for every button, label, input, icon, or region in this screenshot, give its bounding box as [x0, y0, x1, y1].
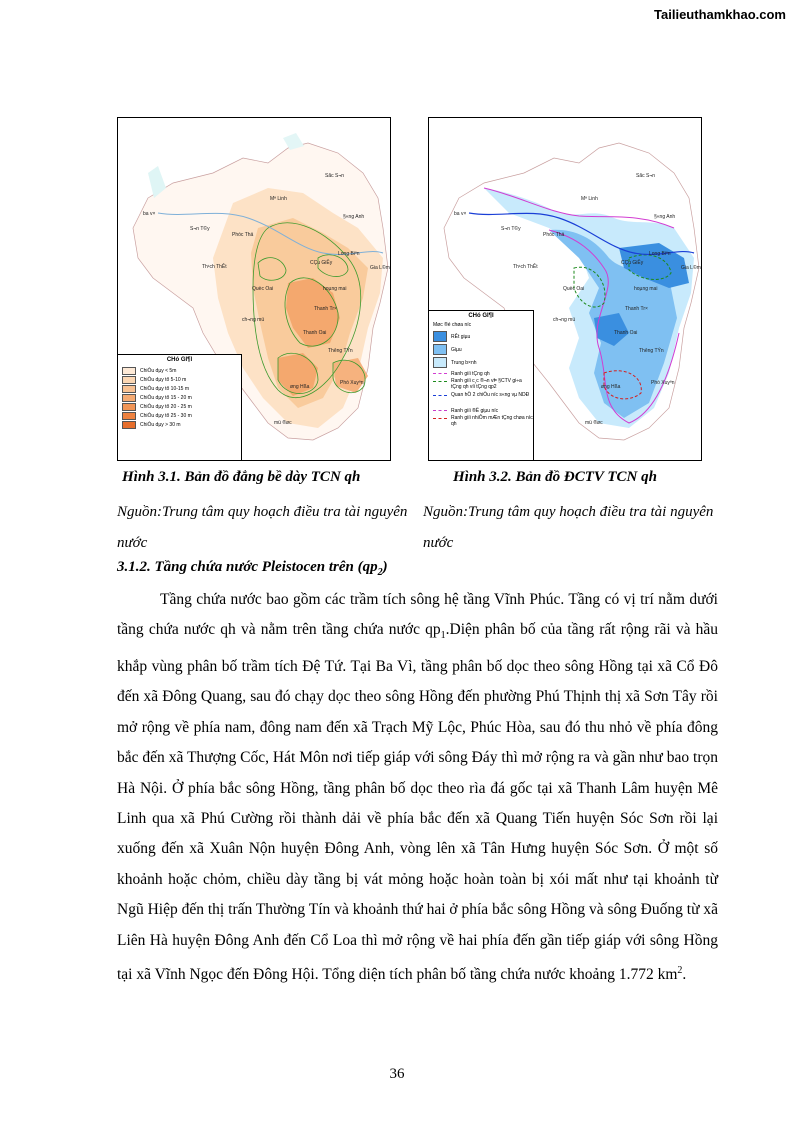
legend-label: RÊt giµu: [451, 333, 471, 340]
legend-item: [122, 402, 241, 411]
legend-item: [122, 366, 241, 375]
label-thanh-oai: Thanh Oai: [614, 330, 638, 336]
legend-subtitle: Møc ®é chøa níc: [433, 322, 472, 328]
legend-label: ChiÒu dµy tõ 25 - 30 m: [140, 412, 192, 419]
legend-item: [433, 378, 533, 392]
label-chuong-my: ch¬ng mü: [242, 317, 265, 323]
legend-label: Ranh giíi tÇng qh: [451, 370, 490, 377]
legend-item: [122, 393, 241, 402]
hydrogeology-legend: [428, 310, 534, 461]
label-dong-anh: §«ng Anh: [654, 214, 676, 220]
legend-item: [122, 384, 241, 393]
label-thanh-tri: Thanh Tr×: [314, 306, 337, 312]
legend-item: [433, 343, 533, 356]
hydrogeology-map: [428, 117, 702, 461]
label-ung-hoa: øng Hßa: [601, 384, 621, 390]
label-thach-that: Th¹ch ThÊt: [202, 264, 227, 270]
label-long-bien: Long Biªn: [649, 251, 671, 257]
legend-item: [433, 356, 533, 369]
label-son-tay: S¬n T©y: [190, 226, 210, 232]
label-dong-anh: §«ng Anh: [343, 214, 365, 220]
legend-label: ChiÒu dµy > 30 m: [140, 421, 181, 428]
thickness-legend: [117, 354, 242, 461]
legend-item: [433, 330, 533, 343]
label-gia-lam: Gia L©m: [370, 265, 390, 271]
label-ba-vi: ba v×: [454, 211, 467, 217]
legend-item: [122, 411, 241, 420]
legend-title: CHó GI¶I: [468, 313, 494, 319]
figure-1-caption: Hình 3.1. Bản đồ đẳng bề dày TCN qh: [122, 469, 361, 485]
label-phu-xuyen: Phó Xuyªn: [651, 380, 675, 386]
section-heading-subscript: 2: [377, 567, 383, 578]
label-thuong-tin: Thêng TÝn: [328, 348, 353, 354]
legend-item: [433, 406, 533, 415]
legend-line: [433, 381, 447, 382]
label-cau-giay: CÇu GiÊy: [621, 260, 644, 266]
page-number: 36: [389, 1066, 405, 1082]
label-thuong-tin: Thêng TÝn: [639, 348, 664, 354]
legend-item: [433, 415, 533, 429]
legend-line: [433, 418, 447, 419]
legend-swatch: [433, 357, 447, 368]
label-phuc-tho: Phóc Thä: [232, 232, 254, 238]
legend-item: [433, 369, 533, 378]
legend-swatch: [122, 412, 136, 420]
label-phuc-tho: Phóc Thä: [543, 232, 565, 238]
legend-swatch: [122, 421, 136, 429]
legend-swatch: [433, 344, 447, 355]
legend-label: ChiÒu dµy tõ 5-10 m: [140, 376, 187, 383]
label-phu-xuyen: Phó Xuyªn: [340, 380, 364, 386]
label-thach-that: Th¹ch ThÊt: [513, 264, 538, 270]
legend-swatch: [122, 394, 136, 402]
label-hoang-mai: hoµng mai: [634, 286, 658, 292]
legend-title: CHó GI¶I: [166, 357, 193, 363]
figure-2-source: Nguồn:Trung tâm quy hoạch điều tra tài nguyên nước: [423, 504, 714, 551]
legend-label: Giµu: [451, 346, 462, 353]
label-thanh-oai: Thanh Oai: [303, 330, 327, 336]
thickness-map: [117, 117, 391, 461]
label-quoc-oai: Quèc Oai: [252, 286, 274, 292]
label-my-duc: mü ®øc: [585, 420, 603, 426]
paragraph-subscript: 1: [440, 630, 446, 642]
watermark: Tailieuthamkhao.com: [654, 7, 786, 22]
legend-swatch: [122, 367, 136, 375]
label-gia-lam: Gia L©m: [681, 265, 701, 271]
section-heading: [117, 559, 388, 578]
label-son-tay: S¬n T©y: [501, 226, 521, 232]
legend-swatch: [122, 403, 136, 411]
label-me-linh: Mª Linh: [581, 196, 598, 202]
label-soc-son: Sãc S¬n: [325, 173, 345, 179]
label-ung-hoa: øng Hßa: [290, 384, 310, 390]
label-soc-son: Sãc S¬n: [636, 173, 656, 179]
figure-1-source: Nguồn:Trung tâm quy hoạch điều tra tài nguyên nước: [117, 504, 408, 551]
label-long-bien: Long Biªn: [338, 251, 360, 257]
label-quoc-oai: Quèc Oai: [563, 286, 585, 292]
label-thanh-tri: Thanh Tr×: [625, 306, 648, 312]
figure-2-caption: Hình 3.2. Bản đồ ĐCTV TCN qh: [453, 469, 657, 485]
legend-label: ChiÒu dµy < 5m: [140, 367, 177, 374]
body-paragraph: [117, 585, 718, 991]
legend-swatch: [122, 376, 136, 384]
label-my-duc: mü ®øc: [274, 420, 292, 426]
legend-label: Quan hÖ 2 chiÒu níc s«ng vµ NDĐ: [451, 392, 530, 398]
label-cau-giay: CÇu GiÊy: [310, 260, 333, 266]
legend-label: Ranh giíi nhiÔm mÆn tÇng chøa níc qh: [451, 415, 533, 427]
section-heading-text: 3.1.2. Tầng chứa nước Pleistocen trên (qp: [117, 559, 378, 575]
legend-label: Ranh giíi ®Ë giµu níc: [451, 407, 499, 414]
paragraph-text-1: Tầng chứa nước bao gồm các trầm tích sông hệ tầng Vĩnh Phúc. Tầng có vị trí nằm dưới tầng chứa nước qh và nằm trên tầng chứa nước qp: [117, 591, 718, 639]
label-chuong-my: ch¬ng mü: [553, 317, 576, 323]
legend-label: ChiÒu dµy tõ 15 - 20 m: [140, 394, 192, 401]
legend-item: [433, 392, 533, 406]
legend-line: [433, 395, 447, 396]
label-ba-vi: ba v×: [143, 211, 156, 217]
legend-label: Ranh giíi c¸c ®¬n vÞ §CTV gi÷a tÇng qh víi tÇng qp2: [451, 378, 522, 390]
legend-item: [122, 375, 241, 384]
label-hoang-mai: hoµng mai: [323, 286, 347, 292]
legend-label: ChiÒu dµy tõ 10-15 m: [140, 385, 190, 392]
paragraph-superscript: 2: [677, 964, 683, 976]
legend-line: [433, 410, 447, 411]
section-heading-close: ): [382, 559, 388, 575]
paragraph-end: .: [682, 966, 687, 984]
legend-label: Trung b×nh: [451, 359, 477, 366]
legend-label: ChiÒu dµy tõ 20 - 25 m: [140, 403, 192, 410]
legend-swatch: [122, 385, 136, 393]
legend-swatch: [433, 331, 447, 342]
legend-line: [433, 373, 447, 374]
legend-item: [122, 420, 241, 429]
paragraph-text-2: .Diện phân bố của tầng rất rộng rãi và hầu khắp vùng phân bố trầm tích Đệ Tứ. Tại Ba Vì, tầng phân bố dọc theo sông Hồng tại xã Cổ Đô đến xã Đông Quang, sau đó chạy dọc theo sông Hồng đến phường Phú Thịnh thị xã Sơn Tây rồi mở rộng về phía nam, đông nam đến xã Trạch Mỹ Lộc, Phúc Hòa, sau đó thu nhỏ về phía đông bắc đến xã Thượng Cốc, Hát Môn nơi tiếp giáp với sông Đáy thì mở rộng ra và gần như bao trọn Hà Nội. Ở phía bắc sông Hồng, tầng phân bố dọc theo rìa đá gốc tại xã Thanh Lâm huyện Mê Linh qua xã Phú Cường rồi thành dải về phía bắc đến xã Quang Tiến huyện Sóc Sơn rồi lại xuống đến xã Xuân Nộn huyện Đông Anh, vòng lên xã Tân Hưng huyện Sóc Sơn. Ở một số khoảnh hoặc chỏm, chiều dày tầng bị vát mỏng hoặc hoàn toàn bị xói mất như tại khoảnh từ Ngũ Hiệp đến thị trấn Thường Tín và khoảnh thứ hai ở phía bắc sông Hồng và sông Đuống từ xã Liên Hà huyện Đông Anh đến Cổ Loa thì mở rộng về hai phía đến gần tiếp giáp với sông Hồng tại xã Vĩnh Ngọc đến Đông Hội. Tổng diện tích phân bố tầng chứa nước khoảng 1.772 km: [117, 621, 719, 984]
label-me-linh: Mª Linh: [270, 196, 287, 202]
